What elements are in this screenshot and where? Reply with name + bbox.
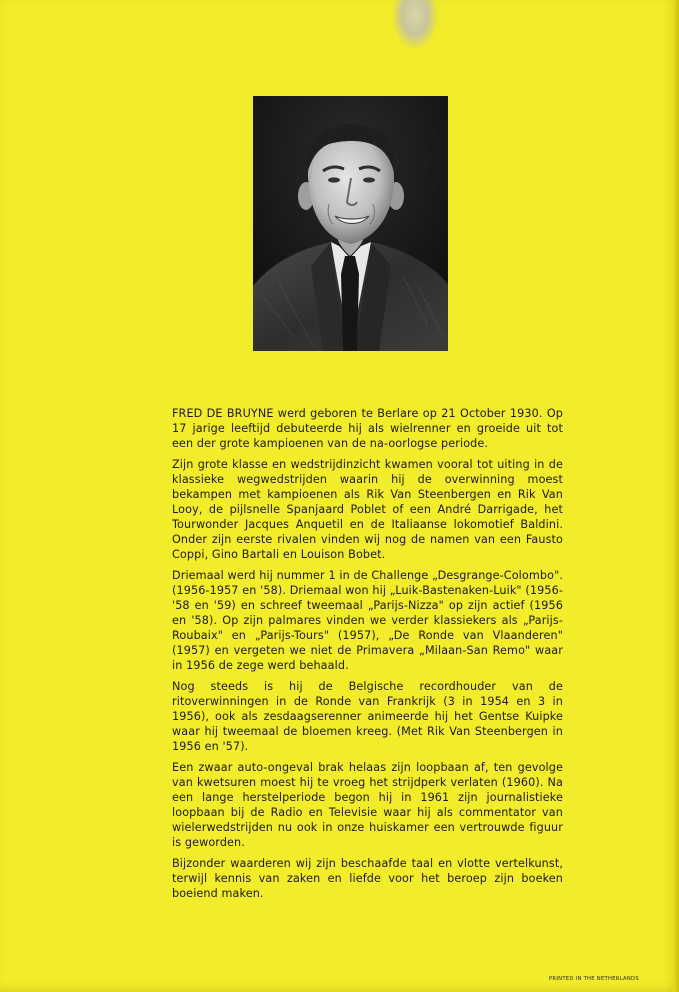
bio-paragraph: FRED DE BRUYNE werd geboren te Berlare op 21 October 1930. Op 17 jarige leeftijd debuteerde hij als wielrenner en groeide uit tot een der grote kampioenen van de na-oorlogse periode. — [172, 407, 563, 450]
author-biography — [172, 406, 563, 907]
bio-paragraph: Driemaal werd hij nummer 1 in de Challenge „Desgrange-Colombo". (1956-1957 en '58). Driemaal won hij „Luik-Bastenaken-Luik" (1956-'58 en '59) en schreef tweemaal „Parijs-Nizza" op zijn actief (1956 en '58). Op zijn palmares vinden we verder klassiekers als „Parijs-Roubaix" en „Parijs-Tours" (1957), „De Ronde van Vlaanderen" (1957) en vergeten we niet de Primavera „Milaan-San Remo" waar in 1956 de zege werd behaald. — [172, 569, 564, 672]
cover-wear-mark — [392, 0, 438, 50]
cover-edge — [673, 0, 679, 992]
author-portrait — [253, 96, 448, 351]
bio-paragraph: Nog steeds is hij de Belgische recordhouder van de ritoverwinningen in de Ronde van Frankrijk (3 in 1954 en 3 in 1956), ook als zesdaagserenner animeerde hij het Gentse Kuipke waar hij tweemaal de bloemen kreeg. (Met Rik Van Steenbergen in 1956 en '57). — [172, 680, 563, 753]
bio-paragraph: Een zwaar auto-ongeval brak helaas zijn loopbaan af, ten gevolge van kwetsuren moest hij te vroeg het strijdperk verlaten (1960). Na een lange herstelperiode begon hij in 1961 zijn journalistieke loopbaan bij de Radio en Televisie waar hij als commentator van wielerwedstrijden nu ook in onze huiskamer een vertrouwde figuur is geworden. — [172, 761, 563, 849]
printer-imprint: PRINTED IN THE NETHERLANDS — [549, 976, 639, 982]
bio-paragraph: Bijzonder waarderen wij zijn beschaafde taal en vlotte vertelkunst, terwijl kennis van zaken en liefde voor het beroep zijn boeken boeiend maken. — [172, 857, 563, 900]
bio-paragraph: Zijn grote klasse en wedstrijdinzicht kwamen vooral tot uiting in de klassieke wegwedstrijden waarin hij de overwinning moest bekampen met kampioenen als Rik Van Steenbergen en Rik Van Looy, de pijlsnelle Spanjaard Poblet of een André Darrigade, het Tourwonder Jacques Anquetil en de Italiaanse lokomotief Baldini. Onder zijn eerste rivalen vinden wij nog de namen van een Fausto Coppi, Gino Bartali en Louison Bobet. — [172, 458, 563, 561]
